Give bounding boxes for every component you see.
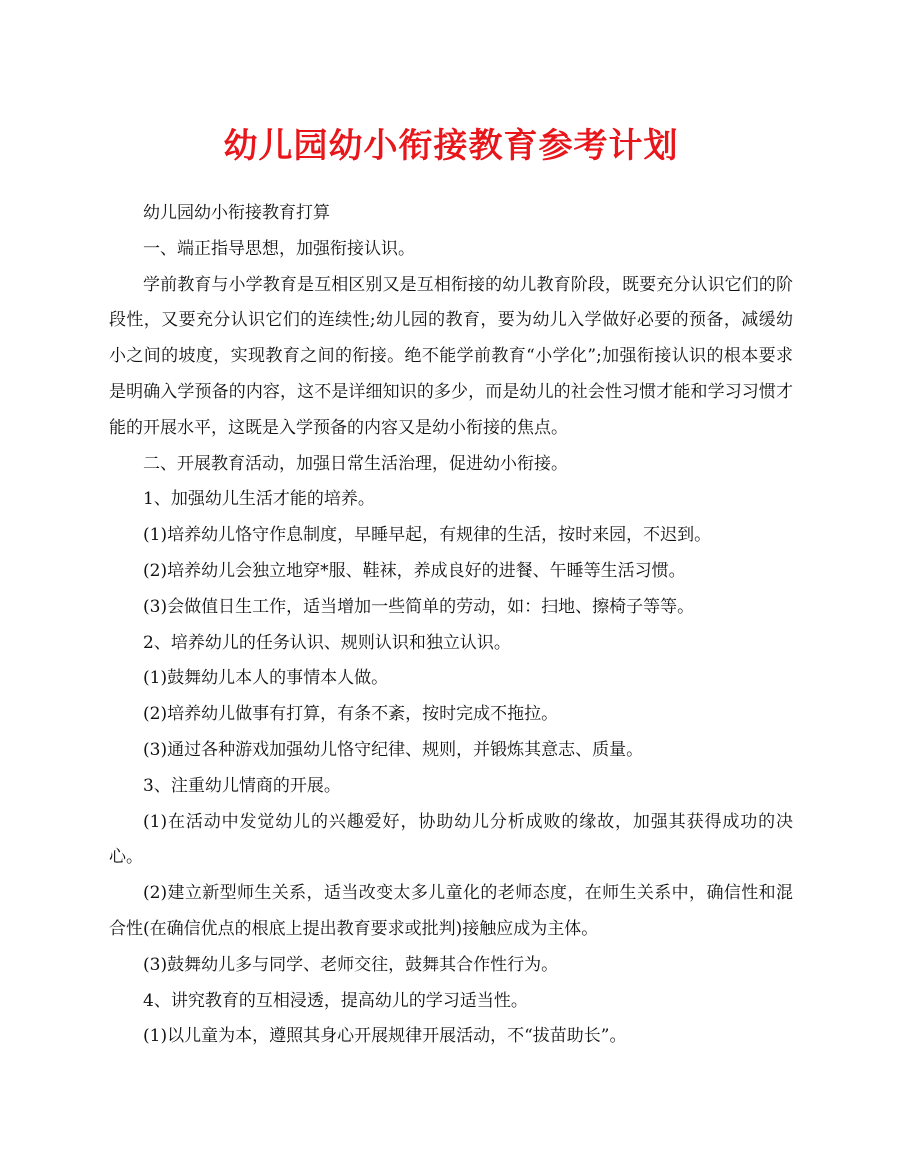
- paragraph-item-2-2: (2)培养幼儿做事有打算，有条不紊，按时完成不拖拉。: [143, 704, 559, 725]
- paragraph-item-1-2: (2)培养幼儿会独立地穿*服、鞋袜，养成良好的进餐、午睡等生活习惯。: [143, 560, 686, 581]
- paragraph-item-1-1: (1)培养幼儿恪守作息制度，早睡早起，有规律的生活，按时来园，不迟到。: [143, 525, 712, 546]
- paragraph-item-4-1: (1)以儿童为本，遵照其身心开展规律开展活动，不“拔苗助长”。: [143, 1026, 627, 1047]
- paragraph-subtitle: 幼儿园幼小衔接教育打算: [143, 203, 330, 223]
- paragraph-section-1-heading: 一、端正指导思想，加强衔接认识。: [143, 238, 415, 259]
- paragraph-section-2-heading: 二、开展教育活动，加强日常生活治理，促进幼小衔接。: [143, 453, 568, 474]
- paragraph-item-1-heading: 1、加强幼儿生活才能的培养。: [143, 489, 375, 510]
- document-title: 幼儿园幼小衔接教育参考计划: [223, 126, 679, 166]
- paragraph-item-2-3: (3)通过各种游戏加强幼儿恪守纪律、规则，并锻炼其意志、质量。: [143, 739, 644, 760]
- paragraph-item-1-3: (3)会做值日生工作，适当增加一些简单的劳动，如：扫地、擦椅子等等。: [143, 596, 695, 617]
- paragraph-item-2-heading: 2、培养幼儿的任务认识、规则认识和独立认识。: [143, 632, 511, 653]
- paragraph-item-3-2: (2)建立新型师生关系，适当改变太多儿童化的老师态度，在师生关系中，确信性和混合性(在确信优点的根底上提出教育要求或批判)接触应成为主体。: [109, 883, 793, 939]
- paragraph-item-3-heading: 3、注重幼儿情商的开展。: [143, 775, 341, 796]
- paragraph-item-2-1: (1)鼓舞幼儿本人的事情本人做。: [143, 668, 389, 689]
- paragraph-section-1-body: 学前教育与小学教育是互相区别又是互相衔接的幼儿教育阶段，既要充分认识它们的阶段性，又要充分认识它们的连续性;幼儿园的教育，要为幼儿入学做好必要的预备，减缓幼小之间的坡度，实现教育之间的衔接。绝不能学前教育“小学化”;加强衔接认识的根本要求是明确入学预备的内容，这不是详细知识的多少，而是幼儿的社会性习惯才能和学习习惯才能的开展水平，这既是入学预备的内容又是幼小衔接的焦点。: [109, 274, 793, 438]
- paragraph-item-4-heading: 4、讲究教育的互相浸透，提高幼儿的学习适当性。: [143, 990, 528, 1011]
- paragraph-item-3-3: (3)鼓舞幼儿多与同学、老师交往，鼓舞其合作性行为。: [143, 954, 559, 975]
- paragraph-item-3-1: (1)在活动中发觉幼儿的兴趣爱好，协助幼儿分析成败的缘故，加强其获得成功的决心。: [109, 811, 793, 868]
